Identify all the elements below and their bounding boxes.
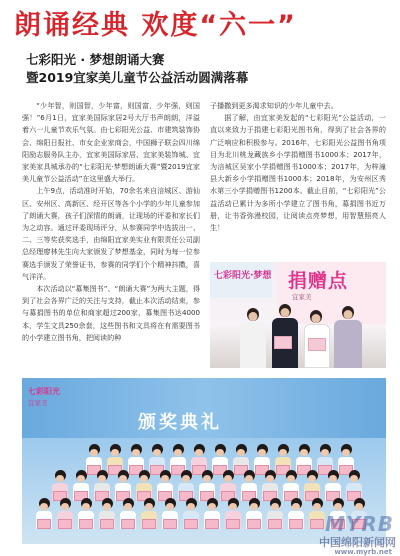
child-figure [136,470,152,501]
child-figure [120,498,136,529]
child-figure [157,470,173,501]
donation-photo [210,262,386,368]
watermark-site-name: 中国绵阳新闻网 [319,536,396,549]
stage-logo-sub: 宜家美 [28,399,48,407]
child-figure [183,498,199,529]
article-column-left [22,100,200,370]
child-figure [141,498,157,529]
person-figure [334,306,362,368]
child-figure [178,470,194,501]
child-figure [283,470,299,501]
stage-logo: 七彩阳光 [28,387,60,396]
article-column-right [210,100,386,250]
child-figure [52,470,68,501]
child-figure [162,498,178,529]
watermark-url: www.myrb.net [334,548,392,556]
paragraph: “少年智，则国智，少年富，则国富，少年强，则国强！”6月1日，宜家美国际家居2号大厅书声朗朗，洋溢着六一儿童节欢乐气氛。由七彩阳光公益、市建筑装饰协会、绵阳日报社、市女企业家商会，中国狮子联会四川绵阳励志服务队主办，宜家美国际家居、宜家美装饰城、宜家美家具城承办的“七彩阳光·梦想朗诵大赛”暨2019宜家美儿童节公益活动”在这里盛大举行。 [22,101,200,184]
child-figure [241,470,257,501]
paragraph: 上午9点，活动准时开始，70余名来自涪城区、游仙区、安州区、高新区、经开区等各个小学的少年儿童参加了朗诵大赛，孩子们深情的朗诵，让现场的评委和家长们为之动容。通过评委现场评分，从参赛同学中选拔出一、二、三等奖获奖选手，由绵阳宜家美实业有限责任公司副总经理廖林先生向大家颁发了梦想基金，同时为每一位参赛选手颁发了荣誉证书，参赛的同学们个个精神抖擞，喜气洋洋。 [22,186,200,281]
certificate [308,338,326,351]
child-figure [115,470,131,501]
child-figure [73,470,89,501]
child-figure [99,498,115,529]
child-figure [199,470,215,501]
child-figure [94,470,110,501]
paragraph: 本次活动以“募集图书”、“朗诵大赛”为两大主题，得到了社会各界广泛的关注与支持，截止本次活动结束，参与募捐图书的单位和商家超过200家，募集图书达4000本，学生文具250余套，这些图书和文具将在有需要图书的小学建立图书角，把阅读的种 [22,284,200,342]
donation-sign-subtext: 宜家美 [292,293,312,301]
event-banner-text: 七彩阳光·梦想 [214,271,272,281]
paragraph: 子播撒到更多渴求知识的少年儿童中去。 [210,101,338,110]
child-figure [78,498,94,529]
headline: 朗诵经典 欢度“六一” [14,10,297,41]
child-figure [262,470,278,501]
paragraph: 据了解，由宜家美发起的“七彩阳光”公益活动，一直以来致力于捐建七彩阳光图书角，得到了社会各界的广泛响应和积极参与。2016年，七彩阳光公益图书角项目为北川桃龙藏族乡小学捐赠图书1000本；2017年，为涪城区吴家小学捐赠图书1000本；2017年，为梓潼县大新乡小学捐赠图书1000本；2018年，为安州区秀水第三小学捐赠图书1200本。截止目前，“七彩阳光”公益活动已累计为多所小学建立了图书角，募捐图书近万册，让书香弥漫校园，让阅读点亮梦想，用智慧照亮人生！ [210,113,386,233]
subtitle-line-1: 七彩阳光 · 梦想朗诵大赛 [26,52,165,67]
child-figure [57,498,73,529]
child-figure [325,470,341,501]
child-figure [346,470,362,501]
event-banner [210,262,272,298]
donation-sign-title: 捐赠点 [288,270,349,292]
certificate [274,336,292,349]
watermark-brand: MYRB [324,512,394,536]
child-figure [304,470,320,501]
subtitle-line-2: 暨2019宜家美儿童节公益活动圆满落幕 [26,70,249,85]
person-figure [240,308,266,368]
award-ceremony-title: 颁奖典礼 [138,412,222,433]
child-figure [36,498,52,529]
child-figure [220,470,236,501]
site-watermark [200,512,400,554]
